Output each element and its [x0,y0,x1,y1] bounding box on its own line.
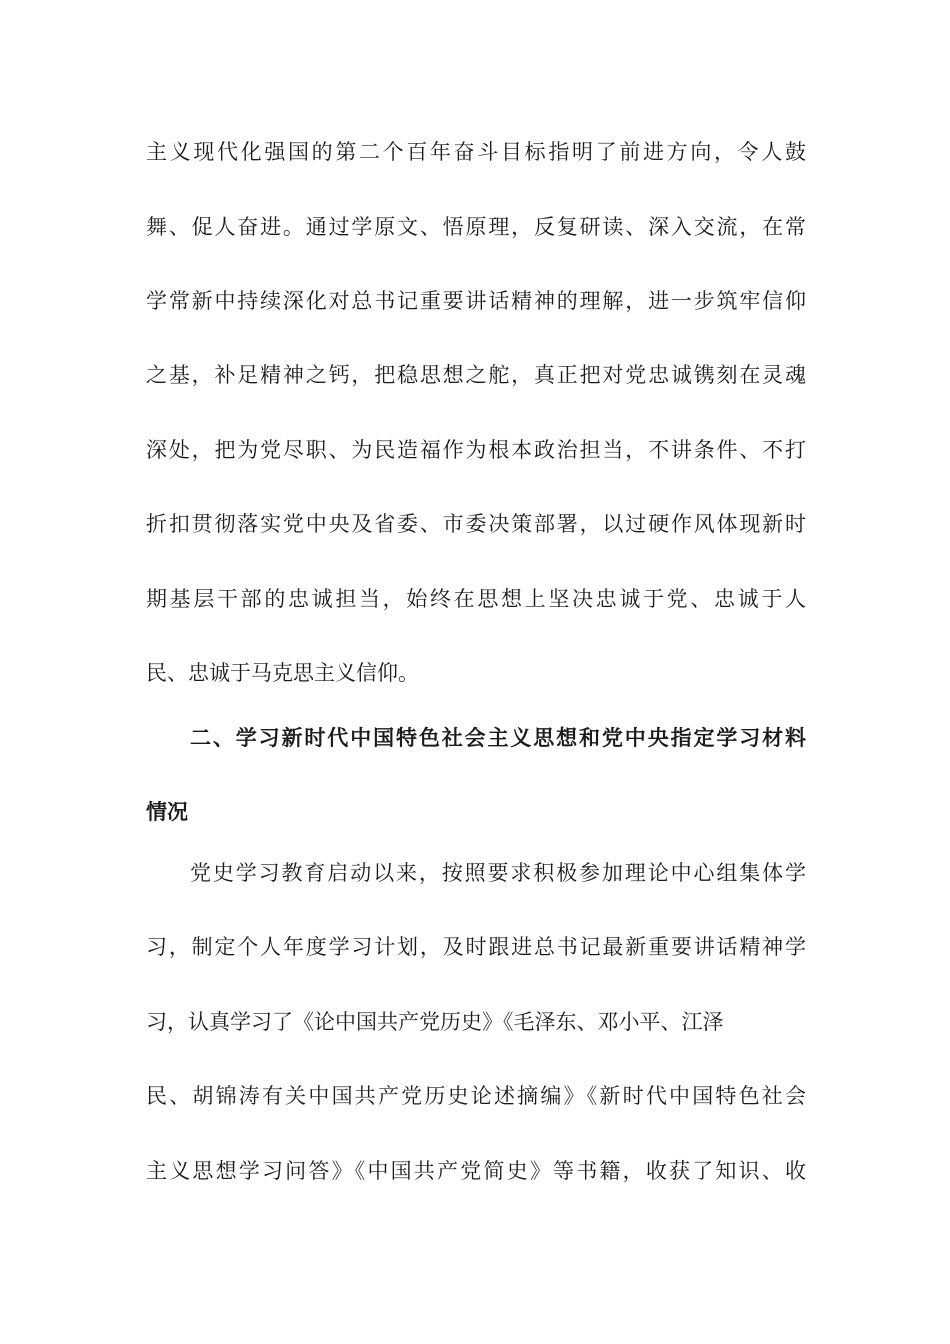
paragraph-1-line-8: 民、忠诚于马克思主义信仰。 [146,661,419,685]
paragraph-1-line-2: 舞、促人奋进。通过学原文、悟原理，反复研读、深入交流，在常 [146,215,806,239]
paragraph-2-line-2: 习，制定个人年度学习计划，及时跟进总书记最新重要讲话精神学 [146,935,806,959]
section-heading-line-2: 情况 [146,800,188,824]
paragraph-1-line-6: 折扣贯彻落实党中央及省委、市委决策部署，以过硬作风体现新时 [146,512,806,536]
paragraph-2-line-4: 民、胡锦涛有关中国共产党历史论述摘编》《新时代中国特色社会 [146,1084,806,1108]
paragraph-1-line-3: 学常新中持续深化对总书记重要讲话精神的理解，进一步筑牢信仰 [146,289,806,313]
paragraph-1-line-5: 深处，把为党尽职、为民造福作为根本政治担当，不讲条件、不打 [146,438,806,462]
section-heading-line-1: 二、学习新时代中国特色社会主义思想和党中央指定学习材料 [190,726,806,750]
paragraph-2-line-3: 习，认真学习了《论中国共产党历史》《毛泽东、邓小平、江泽 [146,1010,724,1034]
paragraph-2-line-5: 主义思想学习问答》《中国共产党简史》等书籍，收获了知识、收 [146,1159,806,1183]
paragraph-1-line-7: 期基层干部的忠诚担当，始终在思想上坚决忠诚于党、忠诚于人 [146,587,806,611]
paragraph-2-line-1: 党史学习教育启动以来，按照要求积极参加理论中心组集体学 [190,861,806,885]
paragraph-1-line-4: 之基，补足精神之钙，把稳思想之舵，真正把对党忠诚镌刻在灵魂 [146,363,806,387]
paragraph-1-line-1: 主义现代化强国的第二个百年奋斗目标指明了前进方向，令人鼓 [146,140,806,164]
